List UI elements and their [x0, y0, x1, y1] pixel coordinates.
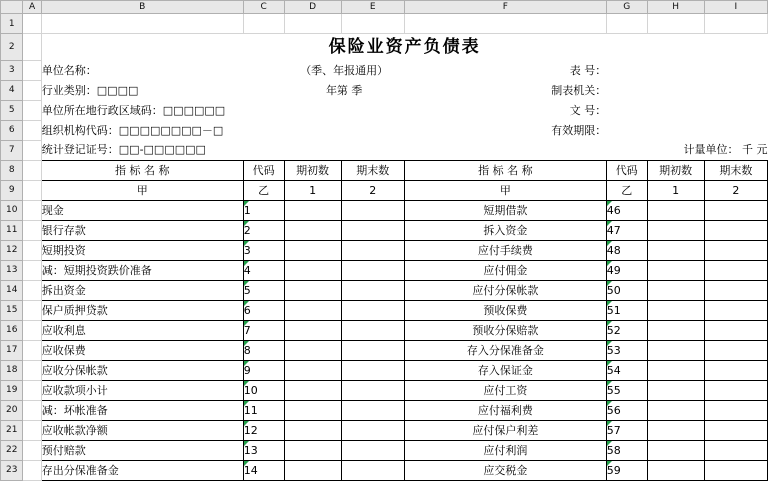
asset-name[interactable]: 预付赔款 — [41, 440, 243, 460]
row-header-1[interactable]: 1 — [1, 14, 23, 34]
table-row[interactable] — [1, 280, 768, 300]
cell-f1[interactable] — [404, 14, 606, 34]
table-row[interactable] — [1, 14, 768, 34]
liability-begin-value[interactable] — [647, 400, 704, 420]
column-header-h[interactable]: H — [647, 1, 704, 14]
liability-code[interactable]: 46 — [606, 200, 647, 220]
cell-a21[interactable] — [23, 420, 41, 440]
row-header-16[interactable]: 16 — [1, 320, 23, 340]
cell-h1[interactable] — [647, 14, 704, 34]
column-header-b[interactable]: B — [41, 1, 243, 14]
region-code-label: 单位所在地行政区域码： — [41, 103, 163, 117]
row-header-19[interactable]: 19 — [1, 380, 23, 400]
asset-name[interactable]: 应收分保帐款 — [41, 360, 243, 380]
cell-g4[interactable] — [606, 80, 647, 100]
cell-a5[interactable] — [23, 100, 41, 120]
cell-g3[interactable] — [606, 60, 647, 80]
liability-end-value[interactable] — [704, 340, 767, 360]
liability-code[interactable]: 55 — [606, 380, 647, 400]
asset-end-value[interactable] — [341, 360, 404, 380]
row-header-6[interactable]: 6 — [1, 120, 23, 140]
asset-code[interactable]: 10 — [243, 380, 284, 400]
asset-name[interactable]: 银行存款 — [41, 220, 243, 240]
cell-a13[interactable] — [23, 260, 41, 280]
liability-end-value[interactable] — [704, 260, 767, 280]
liability-name[interactable]: 应交税金 — [404, 460, 606, 480]
row-header-7[interactable]: 7 — [1, 140, 23, 160]
liability-name[interactable]: 应付福利费 — [404, 400, 606, 420]
asset-end-value[interactable] — [341, 420, 404, 440]
row-header-23[interactable]: 23 — [1, 460, 23, 480]
cell-a23[interactable] — [23, 460, 41, 480]
cell-i6[interactable] — [704, 120, 767, 140]
sheet-title: 保险业资产负债表 — [328, 37, 481, 57]
asset-name[interactable]: 应收利息 — [41, 320, 243, 340]
liability-begin-value[interactable] — [647, 300, 704, 320]
liability-code[interactable]: 58 — [606, 440, 647, 460]
asset-begin-value[interactable] — [284, 420, 341, 440]
asset-code[interactable]: 2 — [243, 220, 284, 240]
liability-begin-value[interactable] — [647, 420, 704, 440]
header-right-begin[interactable]: 期初数 — [647, 160, 704, 180]
asset-code[interactable]: 12 — [243, 420, 284, 440]
liability-end-value[interactable] — [704, 280, 767, 300]
liability-begin-value[interactable] — [647, 320, 704, 340]
cell-i3[interactable] — [704, 60, 767, 80]
liability-code[interactable]: 49 — [606, 260, 647, 280]
table-row[interactable] — [1, 100, 768, 120]
liability-name[interactable]: 应付佣金 — [404, 260, 606, 280]
liability-begin-value[interactable] — [647, 220, 704, 240]
header-right-end[interactable]: 期末数 — [704, 160, 767, 180]
header-left-name[interactable]: 指 标 名 称 — [41, 160, 243, 180]
asset-begin-value[interactable] — [284, 400, 341, 420]
asset-code[interactable]: 4 — [243, 260, 284, 280]
cell-h3[interactable] — [647, 60, 704, 80]
liability-end-value[interactable] — [704, 380, 767, 400]
liability-code[interactable]: 57 — [606, 420, 647, 440]
cell-a3[interactable] — [23, 60, 41, 80]
period-text: 年第 季 — [325, 83, 363, 97]
asset-name[interactable]: 应收帐款净额 — [41, 420, 243, 440]
asset-code[interactable]: 7 — [243, 320, 284, 340]
table-row[interactable] — [1, 80, 768, 100]
asset-code[interactable]: 11 — [243, 400, 284, 420]
subtitle-cell[interactable] — [284, 60, 404, 80]
liability-name[interactable]: 应付利润 — [404, 440, 606, 460]
cell-e6[interactable] — [341, 120, 404, 140]
asset-end-value[interactable] — [341, 300, 404, 320]
row-header-14[interactable]: 14 — [1, 280, 23, 300]
asset-code[interactable]: 1 — [243, 200, 284, 220]
liability-name[interactable]: 存入分保准备金 — [404, 340, 606, 360]
liability-code[interactable]: 56 — [606, 400, 647, 420]
cell-e7[interactable] — [341, 140, 404, 160]
table-row[interactable] — [1, 320, 768, 340]
liability-begin-value[interactable] — [647, 260, 704, 280]
asset-begin-value[interactable] — [284, 380, 341, 400]
table-row[interactable] — [1, 400, 768, 420]
org-code-label: 组织机构代码： — [41, 123, 119, 137]
liability-name[interactable]: 预收保费 — [404, 300, 606, 320]
row-header-13[interactable]: 13 — [1, 260, 23, 280]
doc-number-label[interactable]: 文 号： — [569, 103, 607, 117]
header-left-begin[interactable]: 期初数 — [284, 160, 341, 180]
asset-begin-value[interactable] — [284, 440, 341, 460]
liability-name[interactable]: 应付分保帐款 — [404, 280, 606, 300]
cell-g6[interactable] — [606, 120, 647, 140]
asset-begin-value[interactable] — [284, 360, 341, 380]
liability-code[interactable]: 51 — [606, 300, 647, 320]
sheet-subtitle: （季、年报通用） — [300, 63, 389, 77]
table-row[interactable] — [1, 180, 768, 200]
cell-a4[interactable] — [23, 80, 41, 100]
cell-a10[interactable] — [23, 200, 41, 220]
cell-a12[interactable] — [23, 240, 41, 260]
liability-name[interactable]: 应付工资 — [404, 380, 606, 400]
table-row[interactable] — [1, 460, 768, 480]
cell-a17[interactable] — [23, 340, 41, 360]
cell-a1[interactable] — [23, 14, 41, 34]
table-row[interactable] — [1, 200, 768, 220]
asset-name[interactable]: 应收款项小计 — [41, 380, 243, 400]
header-right-num1[interactable]: 1 — [647, 180, 704, 200]
liability-end-value[interactable] — [704, 460, 767, 480]
row-header-18[interactable]: 18 — [1, 360, 23, 380]
reg-cert-cell[interactable] — [41, 140, 341, 160]
column-header-i[interactable]: I — [704, 1, 767, 14]
asset-name[interactable]: 拆出资金 — [41, 280, 243, 300]
select-all-corner[interactable] — [1, 1, 23, 14]
asset-code[interactable]: 5 — [243, 280, 284, 300]
asset-code[interactable]: 9 — [243, 360, 284, 380]
asset-end-value[interactable] — [341, 440, 404, 460]
asset-end-value[interactable] — [341, 280, 404, 300]
column-header-d[interactable]: D — [284, 1, 341, 14]
column-header-c[interactable]: C — [243, 1, 284, 14]
row-header-15[interactable]: 15 — [1, 300, 23, 320]
asset-end-value[interactable] — [341, 200, 404, 220]
table-row[interactable] — [1, 160, 768, 180]
asset-code[interactable]: 13 — [243, 440, 284, 460]
column-header-f[interactable]: F — [404, 1, 606, 14]
cell-d1[interactable] — [284, 14, 341, 34]
header-left-yi[interactable]: 乙 — [243, 180, 284, 200]
row-header-12[interactable]: 12 — [1, 240, 23, 260]
row-header-20[interactable]: 20 — [1, 400, 23, 420]
row-header-22[interactable]: 22 — [1, 440, 23, 460]
cell-c4[interactable] — [243, 80, 284, 100]
cell-a16[interactable] — [23, 320, 41, 340]
row-header-11[interactable]: 11 — [1, 220, 23, 240]
liability-begin-value[interactable] — [647, 460, 704, 480]
asset-begin-value[interactable] — [284, 220, 341, 240]
asset-name[interactable]: 减：坏帐准备 — [41, 400, 243, 420]
row-header-10[interactable]: 10 — [1, 200, 23, 220]
liability-begin-value[interactable] — [647, 280, 704, 300]
liability-end-value[interactable] — [704, 220, 767, 240]
table-row[interactable] — [1, 300, 768, 320]
column-header-g[interactable]: G — [606, 1, 647, 14]
unit-name-label[interactable]: 单位名称： — [41, 63, 97, 77]
cell-a11[interactable] — [23, 220, 41, 240]
header-left-jia[interactable]: 甲 — [41, 180, 243, 200]
table-row[interactable] — [1, 34, 768, 61]
asset-begin-value[interactable] — [284, 300, 341, 320]
cell-g1[interactable] — [606, 14, 647, 34]
column-header-a[interactable]: A — [23, 1, 41, 14]
form-number-label[interactable]: 表 号： — [569, 63, 607, 77]
asset-end-value[interactable] — [341, 320, 404, 340]
row-header-8[interactable]: 8 — [1, 160, 23, 180]
table-row[interactable] — [1, 220, 768, 240]
industry-type-label: 行业类别： — [41, 83, 97, 97]
table-row[interactable] — [1, 120, 768, 140]
header-right-num2[interactable]: 2 — [704, 180, 767, 200]
cell-h5[interactable] — [647, 100, 704, 120]
cell-h6[interactable] — [647, 120, 704, 140]
cell-c1[interactable] — [243, 14, 284, 34]
liability-end-value[interactable] — [704, 420, 767, 440]
header-right-name[interactable]: 指 标 名 称 — [404, 160, 606, 180]
cell-i5[interactable] — [704, 100, 767, 120]
asset-begin-value[interactable] — [284, 340, 341, 360]
region-code-boxes: □□□□□□ — [162, 103, 226, 117]
cell-i4[interactable] — [704, 80, 767, 100]
table-row[interactable] — [1, 60, 768, 80]
liability-end-value[interactable] — [704, 320, 767, 340]
cell-g5[interactable] — [606, 100, 647, 120]
asset-end-value[interactable] — [341, 220, 404, 240]
row-header-17[interactable]: 17 — [1, 340, 23, 360]
asset-begin-value[interactable] — [284, 260, 341, 280]
cell-a8[interactable] — [23, 160, 41, 180]
liability-code[interactable]: 47 — [606, 220, 647, 240]
asset-end-value[interactable] — [341, 240, 404, 260]
column-header-e[interactable]: E — [341, 1, 404, 14]
row-header-9[interactable]: 9 — [1, 180, 23, 200]
liability-end-value[interactable] — [704, 440, 767, 460]
cell-h4[interactable] — [647, 80, 704, 100]
row-header-3[interactable]: 3 — [1, 60, 23, 80]
cell-a15[interactable] — [23, 300, 41, 320]
valid-period-label[interactable]: 有效期限： — [551, 123, 607, 137]
table-row[interactable] — [1, 340, 768, 360]
asset-end-value[interactable] — [341, 460, 404, 480]
liability-name[interactable]: 应付手续费 — [404, 240, 606, 260]
asset-end-value[interactable] — [341, 340, 404, 360]
header-right-yi[interactable]: 乙 — [606, 180, 647, 200]
liability-begin-value[interactable] — [647, 380, 704, 400]
liability-name[interactable]: 预收分保赔款 — [404, 320, 606, 340]
asset-name[interactable]: 现金 — [41, 200, 243, 220]
liability-name[interactable]: 存入保证金 — [404, 360, 606, 380]
column-header-row[interactable] — [1, 1, 768, 14]
cell-a9[interactable] — [23, 180, 41, 200]
asset-name[interactable]: 保户质押贷款 — [41, 300, 243, 320]
cell-a18[interactable] — [23, 360, 41, 380]
liability-end-value[interactable] — [704, 400, 767, 420]
reg-cert-boxes: □□-□□□□□□ — [118, 143, 206, 157]
industry-type-cell[interactable] — [41, 80, 243, 100]
table-row[interactable] — [1, 420, 768, 440]
liability-name[interactable]: 短期借款 — [404, 200, 606, 220]
liability-code[interactable]: 53 — [606, 340, 647, 360]
asset-code[interactable]: 6 — [243, 300, 284, 320]
liability-code[interactable]: 48 — [606, 240, 647, 260]
period-cell[interactable] — [284, 80, 404, 100]
asset-begin-value[interactable] — [284, 200, 341, 220]
liability-code[interactable]: 52 — [606, 320, 647, 340]
header-left-num1[interactable]: 1 — [284, 180, 341, 200]
table-row[interactable] — [1, 140, 768, 160]
row-header-4[interactable]: 4 — [1, 80, 23, 100]
liability-begin-value[interactable] — [647, 360, 704, 380]
asset-begin-value[interactable] — [284, 460, 341, 480]
org-code-cell[interactable] — [41, 120, 341, 140]
header-left-end[interactable]: 期末数 — [341, 160, 404, 180]
liability-code[interactable]: 50 — [606, 280, 647, 300]
liability-name[interactable]: 应付保户利差 — [404, 420, 606, 440]
table-row[interactable] — [1, 240, 768, 260]
cell-i1[interactable] — [704, 14, 767, 34]
cell-a14[interactable] — [23, 280, 41, 300]
asset-name[interactable]: 存出分保准备金 — [41, 460, 243, 480]
cell-e1[interactable] — [341, 14, 404, 34]
cell-e5[interactable] — [341, 100, 404, 120]
asset-code[interactable]: 8 — [243, 340, 284, 360]
region-code-cell[interactable] — [41, 100, 341, 120]
header-right-jia[interactable]: 甲 — [404, 180, 606, 200]
liability-end-value[interactable] — [704, 300, 767, 320]
table-row[interactable] — [1, 380, 768, 400]
asset-name[interactable]: 短期投资 — [41, 240, 243, 260]
liability-end-value[interactable] — [704, 200, 767, 220]
table-row[interactable] — [1, 440, 768, 460]
liability-begin-value[interactable] — [647, 200, 704, 220]
table-row[interactable] — [1, 260, 768, 280]
asset-code[interactable]: 14 — [243, 460, 284, 480]
asset-end-value[interactable] — [341, 400, 404, 420]
header-left-num2[interactable]: 2 — [341, 180, 404, 200]
liability-begin-value[interactable] — [647, 340, 704, 360]
cell-a20[interactable] — [23, 400, 41, 420]
cell-a22[interactable] — [23, 440, 41, 460]
issuer-label[interactable]: 制表机关： — [551, 83, 607, 97]
cell-a2[interactable] — [23, 34, 41, 61]
asset-name[interactable]: 减：短期投资跌价准备 — [41, 260, 243, 280]
cell-a6[interactable] — [23, 120, 41, 140]
industry-type-boxes: □□□□ — [96, 83, 139, 97]
asset-begin-value[interactable] — [284, 320, 341, 340]
liability-end-value[interactable] — [704, 240, 767, 260]
asset-end-value[interactable] — [341, 260, 404, 280]
liability-begin-value[interactable] — [647, 440, 704, 460]
org-code-boxes: □□□□□□□□－□ — [118, 123, 224, 137]
liability-begin-value[interactable] — [647, 240, 704, 260]
cell-a19[interactable] — [23, 380, 41, 400]
liability-end-value[interactable] — [704, 360, 767, 380]
cell-b1[interactable] — [41, 14, 243, 34]
unit-measure-label[interactable]: 计量单位： 千 元 — [683, 143, 768, 157]
liability-code[interactable]: 54 — [606, 360, 647, 380]
header-right-code[interactable]: 代码 — [606, 160, 647, 180]
cell-a7[interactable] — [23, 140, 41, 160]
asset-begin-value[interactable] — [284, 280, 341, 300]
row-header-5[interactable]: 5 — [1, 100, 23, 120]
asset-code[interactable]: 3 — [243, 240, 284, 260]
asset-name[interactable]: 应收保费 — [41, 340, 243, 360]
cell-c3[interactable] — [243, 60, 284, 80]
reg-cert-label: 统计登记证号： — [41, 143, 119, 157]
table-row[interactable] — [1, 360, 768, 380]
asset-begin-value[interactable] — [284, 240, 341, 260]
asset-end-value[interactable] — [341, 380, 404, 400]
row-header-21[interactable]: 21 — [1, 420, 23, 440]
liability-name[interactable]: 拆入资金 — [404, 220, 606, 240]
row-header-2[interactable]: 2 — [1, 34, 23, 61]
header-left-code[interactable]: 代码 — [243, 160, 284, 180]
liability-code[interactable]: 59 — [606, 460, 647, 480]
